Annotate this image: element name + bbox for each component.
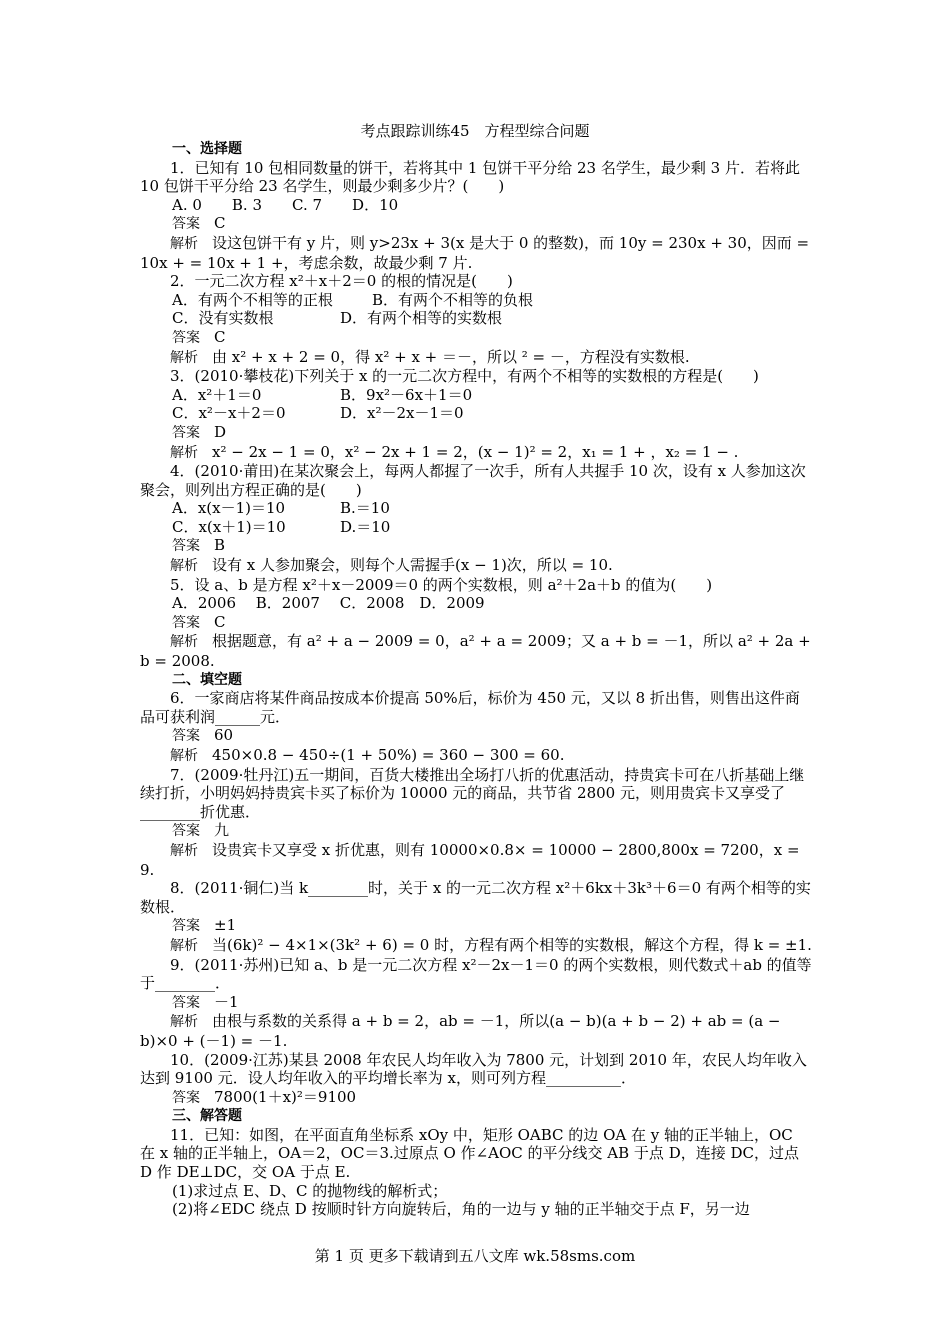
analysis-text: 设贵宾卡又享受 x 折优惠，则有 10000×0.8× = 10000 − 2800,800x = 7200，x = 9.	[140, 840, 800, 879]
analysis-label: 解析	[170, 937, 198, 954]
analysis-label: 解析	[170, 1014, 198, 1031]
document-body	[140, 140, 812, 1219]
question-2-options-cd	[140, 309, 812, 328]
analysis-label: 解析	[170, 558, 198, 575]
question-9-analysis	[140, 1012, 812, 1050]
question-3-options-ab	[140, 386, 812, 405]
answer-value: D	[214, 422, 227, 441]
question-4-stem: 4．(2010·莆田)在某次聚会上，每两人都握了一次手，所有人共握手 10 次，设有 x 人参加这次聚会，则列出方程正确的是( )	[140, 462, 806, 499]
question-4-options-cd	[140, 518, 812, 537]
question-3-analysis	[140, 443, 812, 463]
question-2-answer	[140, 328, 812, 348]
analysis-label: 解析	[170, 349, 198, 366]
question-5-stem: 5．设 a、b 是方程 x²＋x－2009＝0 的两个实数根，则 a²＋2a＋b 的值为( )	[170, 575, 713, 594]
option-d: D．有两个相等的实数根	[340, 309, 503, 328]
analysis-text: 当(6k)² − 4×1×(3k² + 6) = 0 时，方程有两个相等的实数根，解这个方程，得 k = ±1.	[212, 935, 812, 954]
question-5-answer	[140, 613, 812, 633]
answer-label: 答案	[172, 994, 200, 1011]
answer-label: 答案	[172, 823, 200, 840]
page-footer: 第 1 页 更多下载请到五八文库 wk.58sms.com	[314, 1247, 636, 1265]
analysis-label: 解析	[170, 444, 198, 461]
answer-value: ±1	[214, 916, 237, 935]
analysis-text: 由 x² + x + 2 = 0，得 x² + x + ＝－，所以 ² = －，方程没有实数根.	[212, 347, 690, 366]
section-heading-fill: 二、填空题	[172, 671, 242, 688]
analysis-text: 根据题意，有 a² + a − 2009 = 0，a² + a = 2009；又 a + b = －1，所以 a² + 2a + b = 2008.	[140, 632, 811, 671]
analysis-label: 解析	[170, 748, 198, 764]
answer-label: 答案	[172, 728, 200, 745]
analysis-text: x² − 2x − 1 = 0，x² − 2x + 1 = 2，(x − 1)² = 2，x₁ = 1 + ，x₂ = 1 − .	[212, 442, 739, 461]
answer-value: C	[214, 327, 226, 346]
question-11-part-1: (1)求过点 E、D、C 的抛物线的解析式；	[172, 1181, 448, 1200]
analysis-text: 450×0.8 − 450÷(1 + 50%) = 360 − 300 = 60.	[212, 746, 565, 764]
question-5-options: A．2006 B．2007 C．2008 D．2009	[172, 594, 485, 613]
option-b: B.＝10	[340, 499, 390, 518]
question-10-stem: 10．(2009·江苏)某县 2008 年农民人均年收入为 7800 元，计划到 2010 年，农民人均年收入达到 9100 元．设人均年收入的平均增长率为 x，则可列方程__________．	[140, 1050, 807, 1088]
answer-value: 60	[214, 726, 234, 745]
question-5-analysis	[140, 632, 812, 670]
analysis-text: 设有 x 人参加聚会，则每个人需握手(x − 1)次，所以 = 10.	[212, 556, 613, 575]
question-11-part-2: (2)将∠EDC 绕点 D 按顺时针方向旋转后，角的一边与 y 轴的正半轴交于点 F，另一边	[172, 1200, 750, 1219]
question-8-analysis	[140, 936, 812, 956]
question-1-stem: 1．已知有 10 包相同数量的饼干，若将其中 1 包饼干平分给 23 名学生，最少剩 3 片．若将此 10 包饼干平分给 23 名学生，则最少剩多少片？( )	[140, 158, 800, 196]
analysis-label: 解析	[170, 842, 198, 859]
question-4-options-ab	[140, 499, 812, 518]
question-8-answer	[140, 916, 812, 936]
answer-value: 7800(1＋x)²＝9100	[214, 1087, 357, 1106]
answer-value: －1	[214, 992, 239, 1011]
section-heading-solve: 三、解答题	[172, 1108, 242, 1125]
analysis-label: 解析	[170, 235, 198, 252]
option-a: A．x²＋1＝0	[172, 385, 262, 404]
option-d: D.＝10	[340, 517, 391, 536]
question-1-options: A. 0 B. 3 C. 7 D．10	[172, 195, 399, 214]
question-3-answer	[140, 423, 812, 443]
answer-value: 九	[214, 821, 230, 840]
answer-value: C	[214, 214, 226, 233]
option-b: B．9x²－6x＋1＝0	[340, 385, 473, 404]
question-11-stem: 11．已知：如图，在平面直角坐标系 xOy 中，矩形 OABC 的边 OA 在 y 轴的正半轴上，OC 在 x 轴的正半轴上，OA＝2，OC＝3.过原点 O 作∠AOC 的平分线交 AB 于点 D，连接 DC，过点 D 作 DE⊥DC，交 OA 于点 E.	[140, 1125, 799, 1182]
analysis-text: 设这包饼干有 y 片，则 y>23x + 3(x 是大于 0 的整数)，而 10y = 230x + 30，因而 = 10x + = 10x + 1 +，考虑余数，故最少剩 7 片.	[140, 233, 810, 272]
question-8-stem: 8．(2011·铜仁)当 k________时，关于 x 的一元二次方程 x²＋6kx＋3k³＋6＝0 有两个相等的实数根．	[140, 879, 811, 916]
option-b: B．有两个不相等的负根	[372, 290, 534, 309]
answer-label: 答案	[172, 424, 200, 441]
option-a: A．x(x－1)＝10	[172, 499, 286, 518]
option-c: C．x(x＋1)＝10	[172, 517, 286, 536]
question-7-analysis	[140, 841, 812, 879]
answer-label: 答案	[172, 329, 200, 346]
option-d: D．x²－2x－1＝0	[340, 404, 464, 423]
analysis-label: 解析	[170, 634, 198, 651]
question-6-answer	[140, 726, 812, 746]
answer-label: 答案	[172, 1089, 200, 1106]
question-2-stem: 2．一元二次方程 x²＋x＋2＝0 的根的情况是( )	[170, 272, 513, 291]
question-7-stem: 7．(2009·牡丹江)五一期间，百货大楼推出全场打八折的优惠活动，持贵宾卡可在八折基础上继续打折，小明妈妈持贵宾卡买了标价为 10000 元的商品，共节省 2800 元，则用贵宾卡又享受了________折优惠．	[140, 765, 805, 821]
answer-value: C	[214, 612, 226, 631]
question-4-answer	[140, 536, 812, 556]
answer-label: 答案	[172, 614, 200, 631]
question-7-answer	[140, 821, 812, 841]
question-6-stem: 6．一家商店将某件商品按成本价提高 50%后，标价为 450 元，又以 8 折出售，则售出这件商品可获利润______元．	[140, 689, 800, 726]
answer-label: 答案	[172, 538, 200, 555]
analysis-text: 由根与系数的关系得 a + b = 2，ab = －1，所以(a − b)(a + b − 2) + ab = (a − b)×0 + (－1) = －1.	[140, 1012, 781, 1050]
option-c: C．没有实数根	[172, 309, 274, 328]
question-9-stem: 9．(2011·苏州)已知 a、b 是一元二次方程 x²－2x－1＝0 的两个实数根，则代数式＋ab 的值等于________．	[140, 955, 812, 993]
document-title: 考点跟踪训练45 方程型综合问题	[360, 122, 590, 140]
option-a: A．有两个不相等的正根	[172, 290, 333, 309]
question-2-options-ab	[140, 291, 812, 310]
question-2-analysis	[140, 348, 812, 368]
question-1-answer	[140, 214, 812, 234]
question-10-answer	[140, 1088, 812, 1108]
question-9-answer	[140, 993, 812, 1013]
question-3-options-cd	[140, 404, 812, 423]
question-3-stem: 3．(2010·攀枝花)下列关于 x 的一元二次方程中，有两个不相等的实数根的方程是( )	[170, 367, 759, 386]
option-c: C．x²－x＋2＝0	[172, 404, 286, 423]
question-1-analysis	[140, 234, 812, 272]
question-6-analysis	[140, 746, 812, 766]
answer-label: 答案	[172, 216, 200, 233]
question-4-analysis	[140, 556, 812, 576]
answer-value: B	[214, 536, 226, 555]
section-heading-choice: 一、选择题	[172, 141, 242, 157]
answer-label: 答案	[172, 918, 200, 935]
